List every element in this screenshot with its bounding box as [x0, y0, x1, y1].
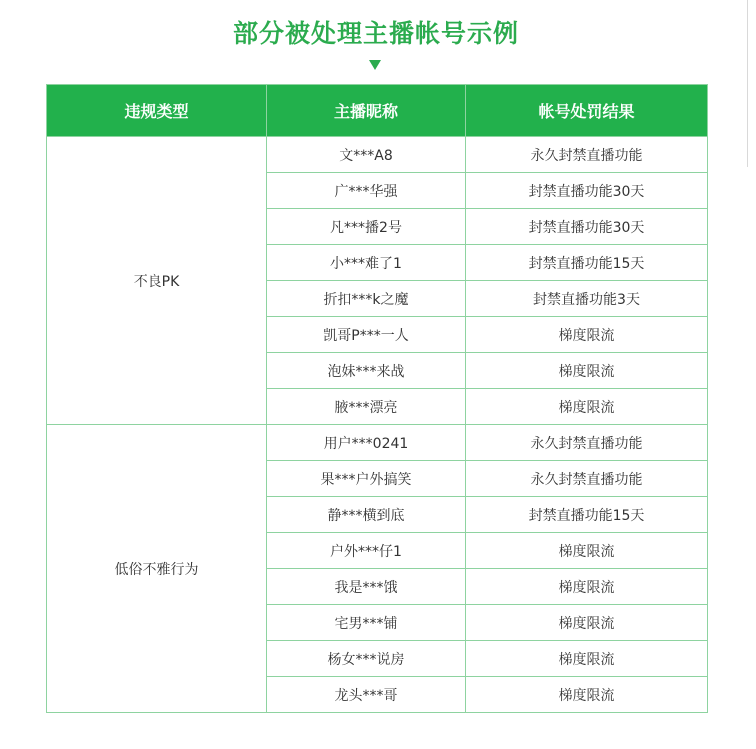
header-penalty-result: 帐号处罚结果 [466, 85, 708, 137]
streamer-nickname: 文***A8 [267, 137, 466, 173]
penalty-result: 封禁直播功能30天 [466, 173, 708, 209]
table-body [47, 137, 708, 713]
table-header-row [47, 85, 708, 137]
streamer-nickname: 户外***仔1 [267, 533, 466, 569]
table-row [47, 425, 708, 461]
streamer-nickname: 泡妹***来战 [267, 353, 466, 389]
penalty-result: 永久封禁直播功能 [466, 137, 708, 173]
penalty-result: 梯度限流 [466, 605, 708, 641]
penalty-result: 梯度限流 [466, 677, 708, 713]
streamer-nickname: 杨女***说房 [267, 641, 466, 677]
penalty-result: 梯度限流 [466, 533, 708, 569]
penalty-result: 永久封禁直播功能 [466, 425, 708, 461]
header-violation-type: 违规类型 [47, 85, 267, 137]
penalty-result: 梯度限流 [466, 389, 708, 425]
down-arrow-icon [369, 60, 381, 70]
penalty-result: 封禁直播功能15天 [466, 245, 708, 281]
streamer-nickname: 果***户外搞笑 [267, 461, 466, 497]
streamer-nickname: 小***难了1 [267, 245, 466, 281]
violation-category: 不良PK [47, 137, 267, 425]
streamer-nickname: 我是***饿 [267, 569, 466, 605]
violation-category: 低俗不雅行为 [47, 425, 267, 713]
penalty-result: 梯度限流 [466, 641, 708, 677]
penalty-result: 封禁直播功能30天 [466, 209, 708, 245]
streamer-nickname: 宅男***铺 [267, 605, 466, 641]
streamer-nickname: 龙头***哥 [267, 677, 466, 713]
streamer-nickname: 凯哥P***一人 [267, 317, 466, 353]
streamer-nickname: 腋***漂亮 [267, 389, 466, 425]
streamer-nickname: 广***华强 [267, 173, 466, 209]
streamer-nickname: 折扣***k之魔 [267, 281, 466, 317]
penalty-result: 永久封禁直播功能 [466, 461, 708, 497]
penalty-result: 梯度限流 [466, 353, 708, 389]
table-row [47, 137, 708, 173]
streamer-nickname: 凡***播2号 [267, 209, 466, 245]
page-title: 部分被处理主播帐号示例 [232, 19, 519, 48]
penalty-result: 封禁直播功能3天 [466, 281, 708, 317]
penalty-result: 梯度限流 [466, 569, 708, 605]
penalty-result: 封禁直播功能15天 [466, 497, 708, 533]
penalty-result: 梯度限流 [466, 317, 708, 353]
header-streamer-nickname: 主播昵称 [267, 85, 466, 137]
streamer-nickname: 用户***0241 [267, 425, 466, 461]
penalty-table [46, 84, 708, 713]
streamer-nickname: 静***横到底 [267, 497, 466, 533]
